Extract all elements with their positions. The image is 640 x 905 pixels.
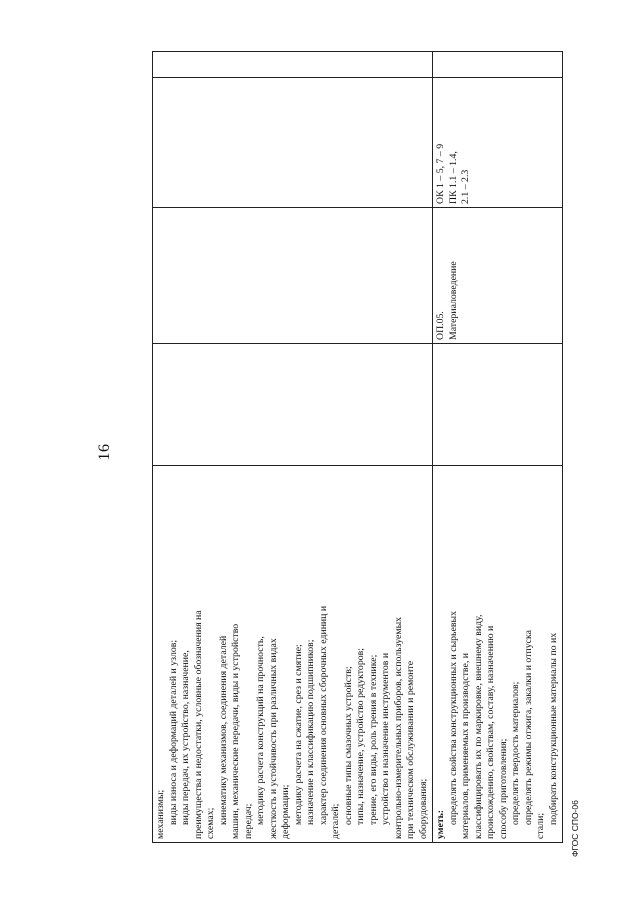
text-line: методику расчета на сжатие, срез и смятие; <box>292 644 304 825</box>
discipline-name: Материаловедение <box>447 261 459 340</box>
skills-cell <box>433 466 563 843</box>
text-line: жесткость и устойчивость при различных видах <box>267 638 279 839</box>
empty-cell <box>153 78 433 208</box>
discipline-cell <box>433 208 563 344</box>
empty-cell <box>433 52 563 78</box>
discipline-code: ОП.05. <box>435 311 446 340</box>
text-line: устройство и назначение инструментов и <box>380 652 391 825</box>
text-line: определять твердость материалов; <box>510 681 521 825</box>
competency-line: ПК 1.1 – 1.4, <box>447 151 459 204</box>
text-line: стали; <box>535 812 546 839</box>
text-line: контрольно-измерительных приборов, используемых <box>392 616 404 839</box>
text-line: преимущества и недостатки, условные обозначения на <box>192 610 204 839</box>
text-line: передач; <box>242 803 254 839</box>
knowledge-cell <box>153 466 433 843</box>
empty-cell <box>433 344 563 466</box>
text-line: подбирать конструкционные материалы по их <box>547 632 559 825</box>
knowledge-text <box>153 466 432 842</box>
table-row <box>433 52 563 843</box>
text-line: классифицировать их по маркировке, внешнему виду, <box>472 614 484 839</box>
text-line: определять свойства конструкционных и сырьевых <box>447 611 459 825</box>
table-row <box>153 52 433 843</box>
text-line: при техническом обслуживании и ремонте <box>405 660 416 839</box>
text-line: способу приготовления; <box>497 738 509 839</box>
footer-code: ФГОС СПО-06 <box>570 800 580 857</box>
text-line: типы, назначение, устройство редукторов; <box>355 648 366 825</box>
page-number: 16 <box>96 443 113 461</box>
empty-cell <box>153 52 433 78</box>
text-line: механизмы; <box>155 789 166 839</box>
empty-cell <box>153 344 433 466</box>
competency-line: 2.1 – 2.3 <box>460 169 471 204</box>
text-line: машин, механические передачи, виды и устройство <box>230 623 241 839</box>
competency-table <box>152 51 563 843</box>
text-line: виды передач, их устройство, назначение, <box>180 650 191 825</box>
text-line: назначение и классификацию подшипников; <box>305 639 316 825</box>
text-line: определять режимы отжига, закалки и отпуска <box>522 630 534 825</box>
competency-line: ОК 1 – 5, 7 – 9 <box>435 143 446 204</box>
competencies-text <box>433 78 475 207</box>
empty-cell <box>153 208 433 344</box>
discipline-text <box>433 208 462 343</box>
section-heading: уметь: <box>435 809 446 839</box>
text-line: основные типы смазочных устройств; <box>342 666 354 825</box>
text-line: происхождению, свойствам, составу, назначению и <box>485 625 496 839</box>
skills-text <box>433 466 562 842</box>
text-line: методику расчета конструкций на прочность, <box>255 636 266 825</box>
text-line: схемах; <box>205 807 216 839</box>
text-line: материалов, применяемых в производстве, и <box>460 653 471 839</box>
text-line: характер соединения основных сборочных единиц и <box>317 605 329 825</box>
text-line: трение, его виды, роль трения в технике; <box>367 654 379 825</box>
text-line: виды износа и деформаций деталей и узлов; <box>167 639 179 825</box>
text-line: кинематику механизмов, соединения деталей <box>217 635 229 825</box>
text-line: деформации; <box>280 784 291 839</box>
competencies-cell <box>433 78 563 208</box>
text-line: оборудования; <box>417 778 429 839</box>
text-line: деталей; <box>330 803 341 839</box>
rotated-page <box>50 47 590 857</box>
